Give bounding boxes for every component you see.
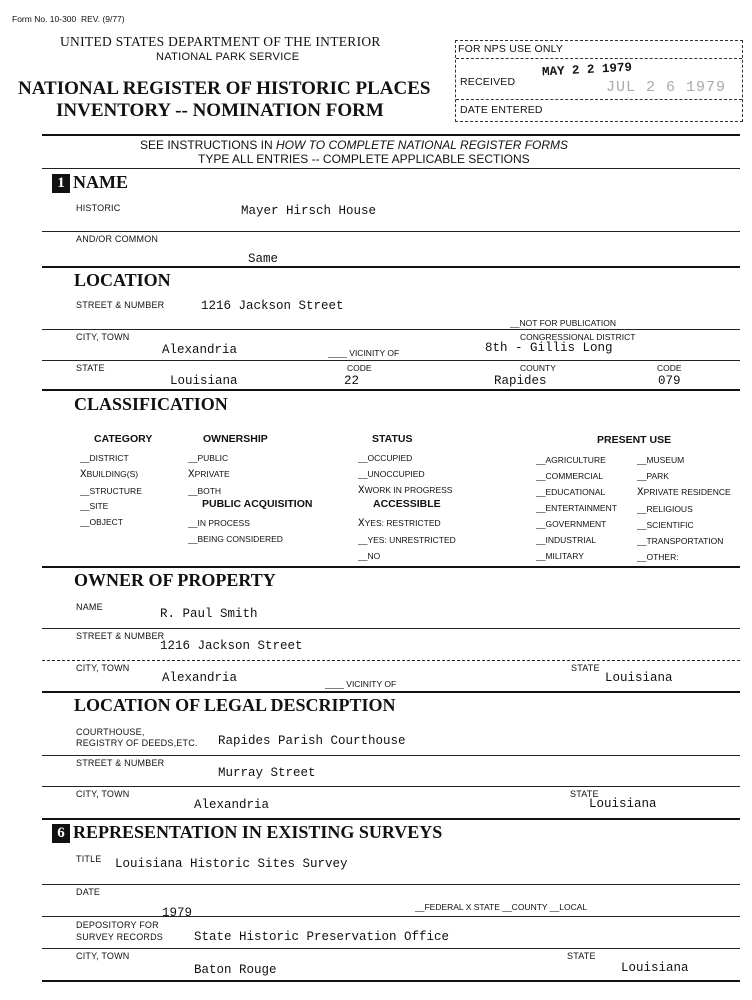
category-object: __OBJECT [80,517,123,528]
historic-label: HISTORIC [76,203,121,213]
location-state-label: STATE [76,363,105,373]
surveys-state-value: Louisiana [621,961,689,975]
location-code-value: 22 [344,374,360,388]
location-city-label: CITY, TOWN [76,332,130,342]
use-government: __GOVERNMENT [536,519,607,529]
surveys-city-value: Baton Rouge [194,963,277,977]
present-use-right [637,452,731,565]
surveys-date-label: DATE [76,887,101,897]
category-buildings: XBUILDING(S) [80,468,139,481]
form-title-1: NATIONAL REGISTER OF HISTORIC PLACES [18,78,431,99]
section-location-header: LOCATION [74,270,171,290]
common-label: AND/OR COMMON [76,234,159,244]
accessible-options [358,515,456,564]
use-transportation: __TRANSPORTATION [637,536,724,546]
access-no: __NO [358,551,381,561]
legal-city-label: CITY, TOWN [76,789,130,799]
form-number: Form No. 10-300 REV. (9/77) [12,14,125,24]
acquisition-heading: PUBLIC ACQUISITION [202,498,313,510]
legal-court-value: Rapides Parish Courthouse [218,734,406,748]
location-street-value: 1216 Jackson Street [201,299,344,313]
owner-street-label: STREET & NUMBER [76,631,165,641]
use-commercial: __COMMERCIAL [536,471,604,481]
not-for-publication: __NOT FOR PUBLICATION [510,318,616,328]
use-educational: __EDUCATIONAL [536,487,606,497]
legal-state-label: STATE [570,789,599,799]
owner-city-value: Alexandria [162,671,238,685]
ownership-options [188,451,230,499]
surveys-date-value: 1979 [162,906,193,920]
owner-state-label: STATE [571,663,600,673]
legal-street-value: Murray Street [218,766,316,780]
legal-court-label: COURTHOUSE, REGISTRY OF DEEDS,ETC. [76,727,198,748]
ownership-heading: OWNERSHIP [203,433,268,445]
owner-name-label: NAME [76,602,103,612]
owner-vicinity: ____ VICINITY OF [325,679,397,689]
received-stamp: MAY 2 2 1979 [541,60,633,80]
status-work-in-progress: XWORK IN PROGRESS [358,484,453,497]
surveys-state-label: STATE [567,951,596,961]
location-city-value: Alexandria [162,343,238,357]
instructions-line-1: SEE INSTRUCTIONS IN HOW TO COMPLETE NATIONAL REGISTER FORMS [140,138,569,152]
surveys-city-label: CITY, TOWN [76,951,130,961]
use-religious: __RELIGIOUS [637,504,693,514]
use-entertainment: __ENTERTAINMENT [536,503,617,513]
use-park: __PARK [637,471,669,481]
received-label: RECEIVED [460,76,516,88]
legal-city-value: Alexandria [194,798,270,812]
category-options [80,451,142,531]
location-street-label: STREET & NUMBER [76,300,165,310]
congressional-label: CONGRESSIONAL DISTRICT [520,332,636,342]
access-unrestricted: __YES: UNRESTRICTED [358,535,456,545]
category-structure: __STRUCTURE [80,485,142,496]
owner-city-label: CITY, TOWN [76,663,130,673]
accessible-heading: ACCESSIBLE [373,498,441,510]
use-other: __OTHER: [637,552,679,562]
form-title-2: INVENTORY -- NOMINATION FORM [56,100,384,121]
historic-value: Mayer Hirsch House [241,204,377,218]
section-owner-header: OWNER OF PROPERTY [74,570,276,590]
category-heading: CATEGORY [94,433,153,445]
service-name: NATIONAL PARK SERVICE [156,51,300,63]
location-county-value: Rapides [494,374,547,388]
ownership-both: __BOTH [188,485,222,496]
use-agriculture: __AGRICULTURE [536,455,606,465]
department-name: UNITED STATES DEPARTMENT OF THE INTERIOR [60,34,381,49]
surveys-depository-value: State Historic Preservation Office [194,930,450,944]
location-state-value: Louisiana [170,374,238,388]
use-private-residence: XPRIVATE RESIDENCE [637,487,731,499]
nps-only-label: FOR NPS USE ONLY [458,43,564,55]
surveys-title-label: TITLE [76,854,102,864]
instructions-line-2: TYPE ALL ENTRIES -- COMPLETE APPLICABLE SECTIONS [198,152,530,166]
status-occupied: __OCCUPIED [358,453,413,463]
congressional-value: 8th - Gillis Long [485,341,613,355]
present-use-heading: PRESENT USE [597,434,672,446]
surveys-levels: __FEDERAL X STATE __COUNTY __LOCAL [415,902,588,912]
location-code-label: CODE [347,363,372,373]
owner-state-value: Louisiana [605,671,673,685]
use-museum: __MUSEUM [637,455,685,465]
acquisition-options [188,515,283,547]
category-district: __DISTRICT [80,453,129,463]
entered-stamp: JUL 2 6 1979 [606,79,727,96]
section-legal-header: LOCATION OF LEGAL DESCRIPTION [74,695,396,715]
status-unoccupied: __UNOCCUPIED [358,468,425,479]
owner-street-value: 1216 Jackson Street [160,639,303,653]
use-military: __MILITARY [536,551,584,561]
location-county-label: COUNTY [520,363,556,373]
legal-street-label: STREET & NUMBER [76,758,165,768]
status-heading: STATUS [372,433,413,445]
present-use-left [536,452,617,564]
use-scientific: __SCIENTIFIC [637,520,694,530]
surveys-title-value: Louisiana Historic Sites Survey [115,857,348,871]
owner-name-value: R. Paul Smith [160,607,258,621]
common-value: Same [248,252,279,266]
section-classification-header: CLASSIFICATION [74,394,228,414]
nps-use-box [455,40,743,122]
ownership-private: XPRIVATE [188,468,230,481]
section-name-header: 1 NAME [52,172,128,193]
section-surveys-header: 6 REPRESENTATION IN EXISTING SURVEYS [52,822,442,843]
access-restricted: XYES: RESTRICTED [358,518,441,530]
location-vicinity: ____ VICINITY OF [328,348,400,358]
location-code2-label: CODE [657,363,682,373]
ownership-public: __PUBLIC [188,453,229,463]
category-site: __SITE [80,501,109,512]
use-industrial: __INDUSTRIAL [536,535,596,545]
surveys-depository-label: DEPOSITORY FOR SURVEY RECORDS [76,920,163,942]
acq-in-process: __IN PROCESS [188,518,250,528]
legal-state-value: Louisiana [589,797,657,811]
status-options [358,451,452,499]
acq-being-considered: __BEING CONSIDERED [188,534,283,544]
location-code2-value: 079 [658,374,681,388]
date-entered-label: DATE ENTERED [460,104,543,116]
